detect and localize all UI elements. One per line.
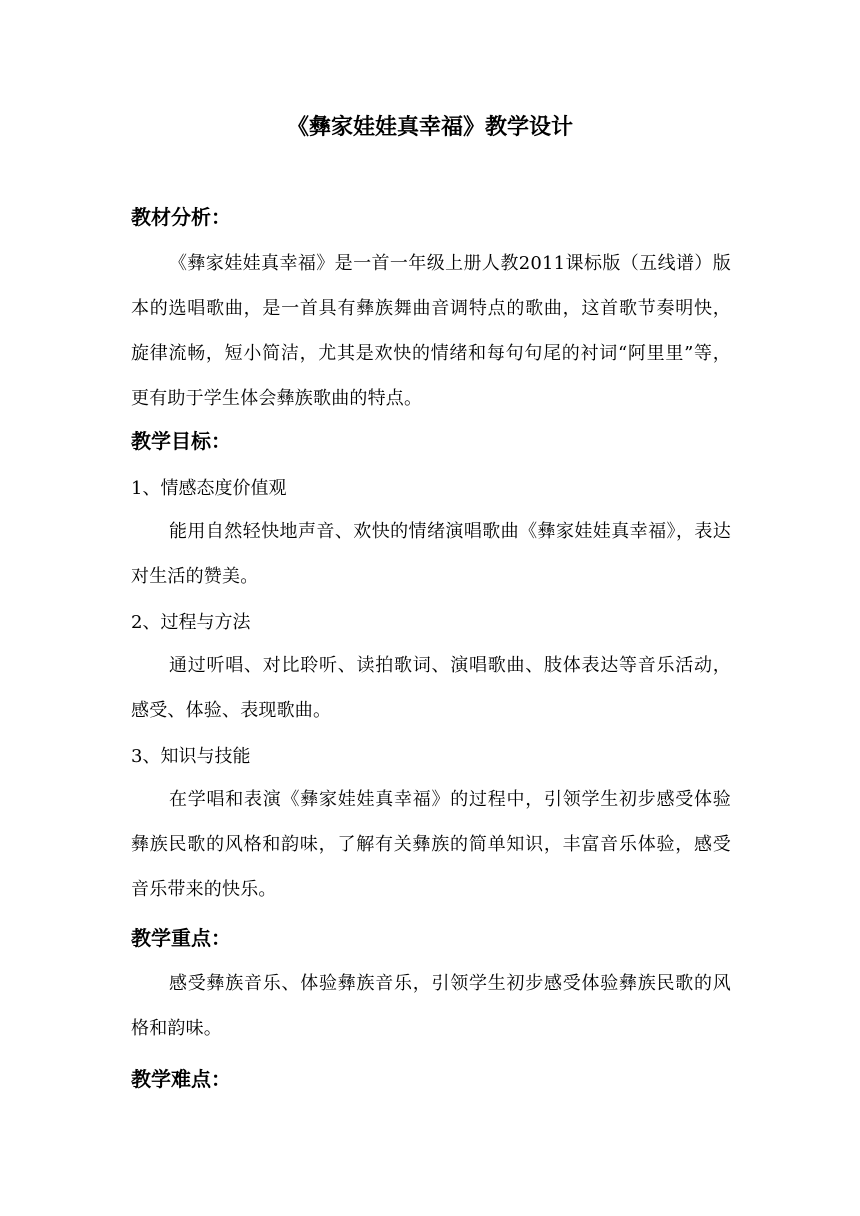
goal-paragraph-process: 通过听唱、对比聆听、读拍歌词、演唱歌曲、肢体表达等音乐活动，感受、体验、表现歌曲。: [131, 655, 731, 721]
goal-paragraph-emotion: 能用自然轻快地声音、欢快的情绪演唱歌曲《彝家娃娃真幸福》，表达对生活的赞美。: [131, 521, 731, 587]
goal-label-emotion: 1、情感态度价值观: [131, 478, 287, 499]
section-heading-difficulties: 教学难点：: [131, 1067, 231, 1091]
document-title: 《彝家娃娃真幸福》教学设计: [286, 115, 573, 140]
section-heading-key-points: 教学重点：: [131, 926, 231, 950]
goal-paragraph-knowledge: 在学唱和表演《彝家娃娃真幸福》的过程中，引领学生初步感受体验彝族民歌的风格和韵味，了解有关彝族的简单知识，丰富音乐体验，感受音乐带来的快乐。: [131, 789, 731, 900]
section-heading-teaching-goals: 教学目标：: [131, 429, 231, 453]
goal-label-process: 2、过程与方法: [131, 612, 251, 633]
paragraph-key-points: 感受彝族音乐、体验彝族音乐，引领学生初步感受体验彝族民歌的风格和韵味。: [131, 973, 731, 1039]
section-heading-material-analysis: 教材分析：: [131, 205, 231, 229]
goal-label-knowledge: 3、知识与技能: [131, 746, 251, 767]
paragraph-material-analysis: 《彝家娃娃真幸福》是一首一年级上册人教2011课标版（五线谱）版本的选唱歌曲，是一首具有彝族舞曲音调特点的歌曲，这首歌节奏明快，旋律流畅，短小简洁，尤其是欢快的情绪和每句句尾的衬词“阿里里”等，更有助于学生体会彝族歌曲的特点。: [131, 253, 731, 409]
